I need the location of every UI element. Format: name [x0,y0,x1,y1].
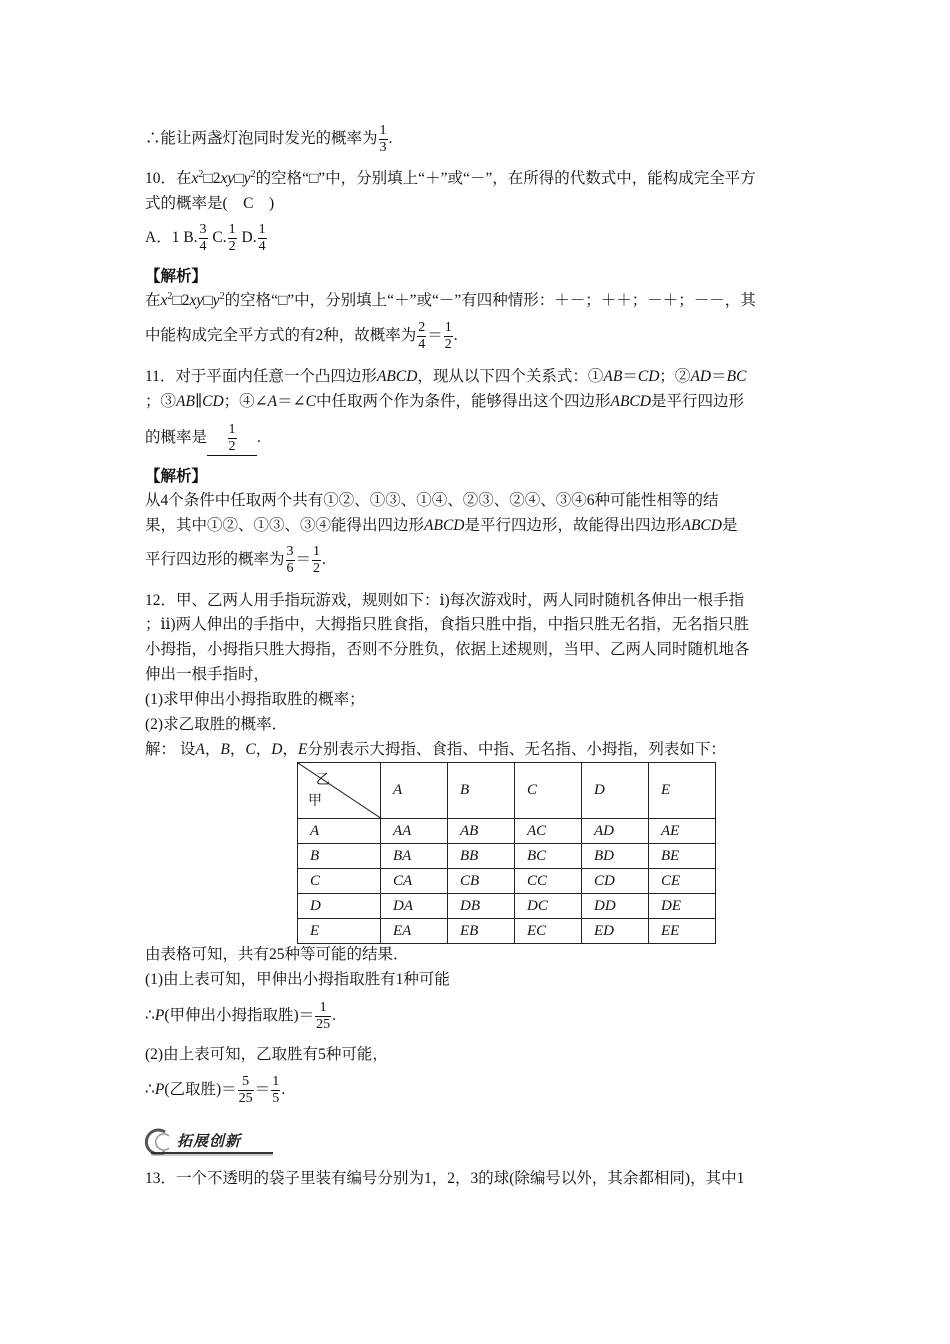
analysis-11: 从4个条件中任取两个共有①②、①③、①④、②③、②④、③④6种可能性相等的结 [145,492,719,509]
col-header: A [381,763,448,819]
analysis-10-cont: 中能构成完全平方式的有2种，故概率为 $\frac{2}{4}$ ＝ $\frac{1}{2}$ . [145,320,458,352]
table-cell: AC [515,819,582,844]
table-row [298,819,716,844]
col-header: B [448,763,515,819]
table-cell: EA [381,919,448,944]
row-header: D [298,894,381,919]
table-row [298,844,716,869]
outcome-table [297,762,716,944]
question-12-part2: (2)求乙取胜的概率． [145,716,288,733]
result-part1: (1)由上表可知，甲伸出小拇指取胜有1种可能 [145,971,450,988]
table-cell: AE [649,819,716,844]
analysis-11-end: 平行四边形的概率为 $\frac{3}{6}$ ＝ $\frac{1}{2}$ . [145,544,326,576]
table-cell: BA [381,844,448,869]
result-total: 由表格可知，共有25种等可能的结果． [145,946,409,963]
table-cell: CC [515,869,582,894]
row-header: A [298,819,381,844]
line-probability-result: ∴能让两盏灯泡同时发光的概率为 $\frac{1}{3}$ . [145,123,393,155]
question-10: 10．在$x^2□2xy□y^2$的空格“□”中，分别填上“＋”或“－”，在所得的代数式中，能构成完全平方 [145,168,756,187]
table-cell: BD [582,844,649,869]
section-banner [143,1128,283,1156]
question-11: 11．对于平面内任意一个凸四边形ABCD，现从以下四个关系式：①AB＝CD；②AD＝BC [145,368,747,385]
table-cell: DD [582,894,649,919]
table-cell: DB [448,894,515,919]
question-10-options: A．1 B. $\frac{3}{4}$ C. $\frac{1}{2}$ D. $\frac{1}{4}$ [145,222,266,254]
row-header: C [298,869,381,894]
table-cell: CE [649,869,716,894]
table-cell: EC [515,919,582,944]
question-13: 13．一个不透明的袋子里装有编号分别为1，2，3的球(除编号以外，其余都相同)，其中1 [145,1170,745,1187]
analysis-10: 在$x^2□2xy□y^2$的空格“□”中，分别填上“＋”或“－”有四种情形：＋－；＋＋；－＋；－－，其 [145,290,756,309]
table-row [298,919,716,944]
table-cell: EB [448,919,515,944]
table-cell: AB [448,819,515,844]
col-header: C [515,763,582,819]
table-cell: DC [515,894,582,919]
solution-intro: 解： 设A，B，C，D，E分别表示大拇指、食指、中指、无名指、小拇指，列表如下： [145,741,726,758]
col-header: E [649,763,716,819]
banner-title: 拓展创新 [177,1132,242,1150]
table-cell: BB [448,844,515,869]
analysis-11-cont: 果，其中①②、①③、③④能得出四边形ABCD是平行四边形，故能得出四边形ABCD是 [145,517,738,534]
question-12-line2: ；ⅱ)两人伸出的手指中，大拇指只胜食指，食指只胜中指，中指只胜无名指，无名指只胜 [145,616,750,633]
fraction: $\frac{1}{3}$ [379,123,387,155]
question-12-line1: 12．甲、乙两人用手指玩游戏，规则如下：ⅰ)每次游戏时，两人同时随机各伸出一根手指 [145,592,745,609]
result-part1-prob: ∴P(甲伸出小拇指取胜)＝ $\frac{1}{25}$ . [145,1000,337,1032]
question-10-cont: 式的概率是( C ) [145,195,275,212]
table-cell: DA [381,894,448,919]
table-corner [298,763,381,819]
corner-label-jia: 甲 [308,794,322,809]
table-cell: CB [448,869,515,894]
table-cell: AD [582,819,649,844]
result-part2: (2)由上表可知，乙取胜有5种可能， [145,1046,388,1063]
table-cell: AA [381,819,448,844]
question-11-cont: ；③AB∥CD；④∠A＝∠C中任取两个作为条件，能够得出这个四边形ABCD是平行四边形 [145,393,744,410]
table-row [298,894,716,919]
analysis-label: 【解析】 [145,468,208,485]
table-cell: CD [582,869,649,894]
question-12-line3: 小拇指，小拇指只胜大拇指，否则不分胜负，依据上述规则，当甲、乙两人同时随机地各 [145,641,750,658]
col-header: D [582,763,649,819]
row-header: B [298,844,381,869]
question-12-line4: 伸出一根手指时， [145,666,270,683]
table-cell: BE [649,844,716,869]
result-part2-prob: ∴P(乙取胜)＝ $\frac{5}{25}$ ＝ $\frac{1}{5}$ . [145,1074,286,1106]
analysis-label: 【解析】 [145,268,208,285]
table-cell: ED [582,919,649,944]
row-header: E [298,919,381,944]
corner-label-yi: 乙 [316,773,330,788]
table-cell: EE [649,919,716,944]
table-cell: CA [381,869,448,894]
table-row [298,869,716,894]
question-12-part1: (1)求甲伸出小拇指取胜的概率； [145,691,365,708]
table-cell: BC [515,844,582,869]
table-cell: DE [649,894,716,919]
question-11-answer: 的概率是 $\frac{1}{2}$ . [145,422,261,454]
